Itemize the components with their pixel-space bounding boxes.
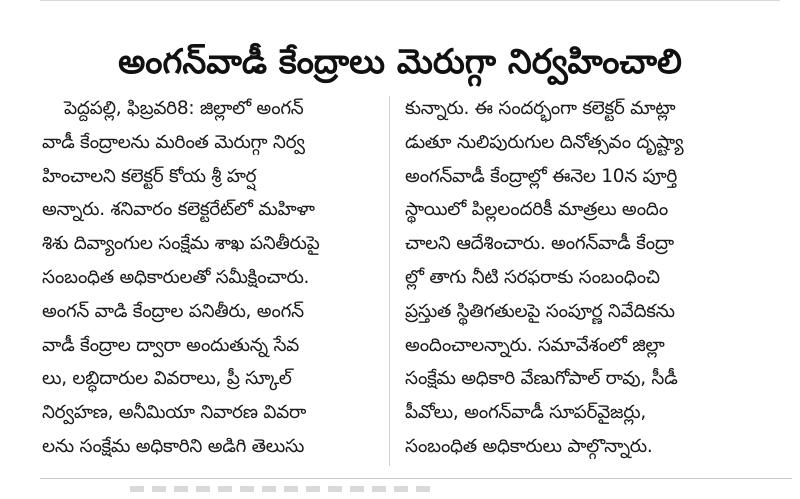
cropped-next-article-edge	[130, 486, 430, 492]
article-column-left	[42, 92, 397, 464]
column-line: పెద్దపల్లి, ఫిబ్రవరి8: జిల్లాలో అంగన్	[64, 98, 304, 119]
column-line: చాలని ఆదేశించారు. అంగన్‌వాడీ కేంద్రా	[405, 233, 674, 255]
top-rule	[40, 0, 780, 1]
column-line: సంక్షేమ అధికారి వేణుగోపాల్ రావు, సీడీ	[405, 368, 678, 390]
column-line: లు, లబ్ధిదారుల వివరాలు, ప్రీ స్కూల్	[42, 368, 292, 390]
column-line: స్థాయిలో పిల్లలందరికీ మాత్రలు అందిం	[405, 199, 668, 221]
column-line: అంగన్‌వాడీ కేంద్రాల్లో ఈనెల 10న పూర్తి	[405, 165, 678, 187]
column-line: లను సంక్షేమ అధికారిని అడిగి తెలుసు	[42, 435, 305, 457]
column-line: నిర్వహణ, అనీమియా నివారణ వివరా	[42, 402, 307, 424]
column-line: అన్నారు. శనివారం కలెక్టరేట్‌లో మహిళా	[42, 199, 315, 221]
column-line: డుతూ నులిపురుగుల దినోత్సవం దృష్ట్యా	[405, 131, 684, 153]
column-line: అంగన్ వాడి కేంద్రాల పనితీరు, అంగన్	[42, 300, 304, 322]
column-line: వాడీ కేంద్రాలను మరింత మెరుగ్గా నిర్వ	[42, 131, 305, 153]
column-line: సంబంధిత అధికారులు పాల్గొన్నారు.	[405, 435, 653, 457]
column-divider	[389, 96, 390, 466]
column-line: శిశు దివ్యాంగుల సంక్షేమ శాఖ పనితీరుపై	[42, 233, 320, 255]
bottom-rule	[40, 478, 792, 479]
column-line: పీవోలు, అంగన్‌వాడీ సూపర్‌వైజర్లు,	[405, 402, 646, 424]
article-column-right	[405, 92, 760, 464]
column-line: సంబంధిత అధికారులతో సమీక్షించారు.	[42, 266, 310, 288]
article-headline: అంగన్‌వాడీ కేంద్రాలు మెరుగ్గా నిర్వహించాలి	[118, 41, 682, 82]
column-line: కున్నారు. ఈ సందర్భంగా కలెక్టర్ మాట్లా	[405, 98, 676, 119]
column-line: అందించాలన్నారు. సమావేశంలో జిల్లా	[405, 334, 665, 356]
column-line: ల్లో తాగు నీటి సరఫరాకు సంబంధించి	[405, 266, 660, 288]
column-line: వాడీ కేంద్రాల ద్వారా అందుతున్న సేవ	[42, 334, 299, 356]
column-line: ప్రస్తుత స్థితిగతులపై సంపూర్ణ నివేదికను	[405, 300, 675, 322]
column-line: హించాలని కలెక్టర్ కోయ శ్రీ హర్ష	[42, 165, 257, 187]
